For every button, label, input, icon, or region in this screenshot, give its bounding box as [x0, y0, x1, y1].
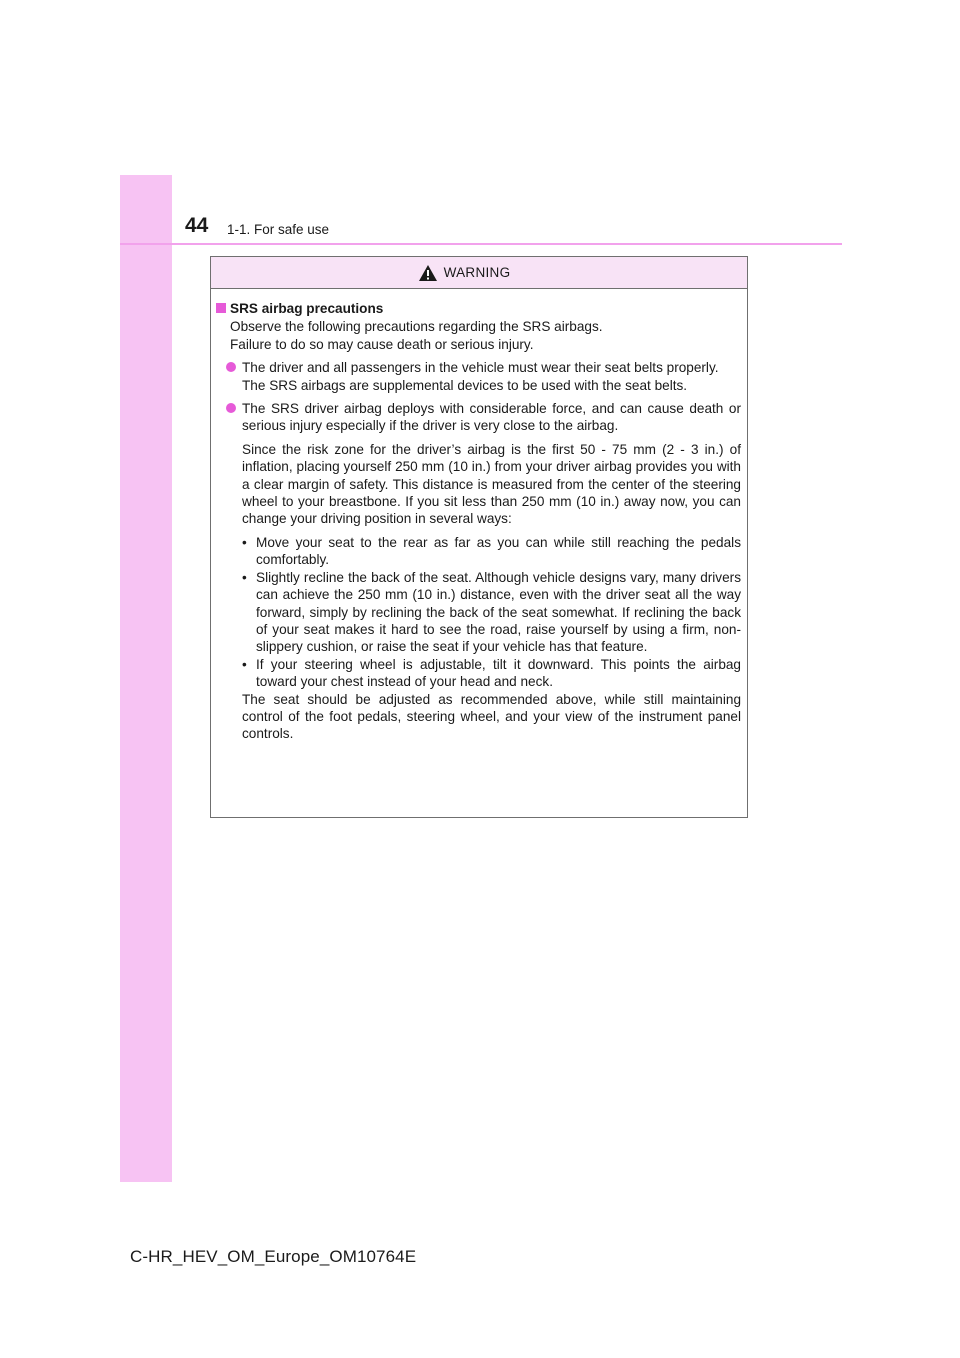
warning-intro	[211, 318, 741, 353]
circle-bullet-icon	[226, 403, 236, 413]
circle-bullet-icon	[226, 362, 236, 372]
sub-list-marker: •	[242, 656, 247, 672]
header-rule	[120, 243, 842, 245]
warning-triangle-icon	[418, 264, 438, 282]
sub-list-item	[242, 656, 741, 691]
chapter-sidebar-tab	[120, 175, 172, 1182]
sub-list-marker: •	[242, 569, 247, 585]
warning-body	[211, 289, 747, 817]
warning-heading	[211, 300, 741, 317]
section-title: 1-1. For safe use	[227, 222, 330, 237]
sub-list-item-text: Slightly recline the back of the seat. Although vehicle designs vary, many drivers can achieve the 250 mm (10 in.) distance, even with the driver seat all the way forward, simply by reclining the back of the seat somewhat. If reclining the back of your seat makes it hard to see the road, raise yourself by using a firm, non-slippery cushion, or raise the seat if your vehicle has that feature.	[256, 569, 741, 655]
sub-list-item	[242, 534, 741, 569]
list-item	[211, 359, 741, 394]
bullet-paragraph: Since the risk zone for the driver’s airbag is the first 50 - 75 mm (2 - 3 in.) of inflation, placing yourself 250 mm (10 in.) from your driver airbag provides you with a clear margin of safety. This distance is measured from the center of the steering wheel to your breastbone. If you sit less than 250 mm (10 in.) away now, you can change your driving position in several ways:	[242, 441, 741, 527]
bullet-paragraph: The SRS driver airbag deploys with considerable force, and can cause death or serious injury especially if the driver is very close to the airbag.	[242, 401, 741, 434]
warning-header	[211, 257, 747, 289]
closing-paragraph: The seat should be adjusted as recommended above, while still maintaining control of the foot pedals, steering wheel, and your view of the instrument panel controls.	[242, 691, 741, 742]
sub-list-item	[242, 569, 741, 656]
intro-line: Observe the following precautions regarding the SRS airbags.	[230, 319, 603, 335]
sub-list	[242, 534, 741, 691]
bullet-paragraph: The SRS airbags are supplemental devices to be used with the seat belts.	[242, 377, 688, 393]
sub-list-item-text: Move your seat to the rear as far as you can while still reaching the pedals comfortably.	[256, 534, 741, 568]
square-bullet-icon	[216, 303, 226, 313]
warning-heading-text: SRS airbag precautions	[230, 301, 384, 316]
warning-box	[210, 256, 748, 818]
footer-doc-code: C-HR_HEV_OM_Europe_OM10764E	[130, 1247, 417, 1266]
sub-list-marker: •	[242, 534, 247, 550]
intro-line: Failure to do so may cause death or serious injury.	[230, 336, 534, 352]
sub-list-item-text: If your steering wheel is adjustable, tilt it downward. This points the airbag toward your chest instead of your head and neck.	[256, 656, 741, 690]
page-number: 44	[185, 214, 209, 237]
warning-label: WARNING	[443, 265, 511, 280]
bullet-paragraph: The driver and all passengers in the vehicle must wear their seat belts properly.	[242, 360, 719, 376]
list-item	[211, 400, 741, 743]
